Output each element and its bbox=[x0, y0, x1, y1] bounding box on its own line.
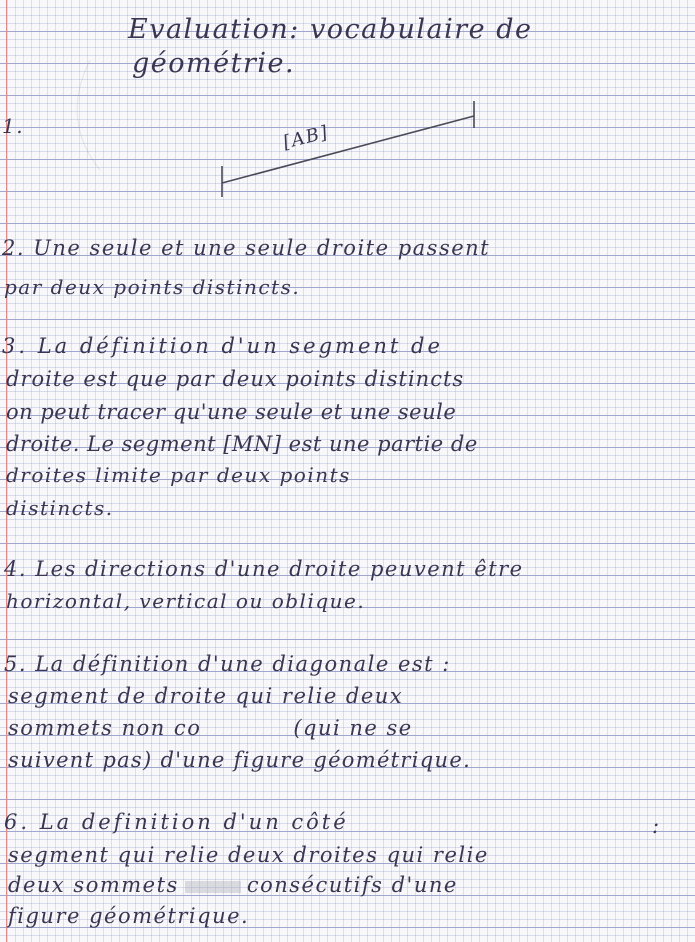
question-3-line-4: droite. Le segment [MN] est une partie de bbox=[6, 432, 478, 456]
question-3-line-5: droites limite par deux points bbox=[6, 463, 351, 487]
eraser-smudge bbox=[185, 881, 241, 893]
question-3-line-6: distincts. bbox=[6, 496, 114, 520]
question-1-number: 1. bbox=[2, 114, 25, 138]
question-2-line-2: par deux points distincts. bbox=[4, 275, 301, 299]
question-5-line-4: suivent pas) d'une figure géométrique. bbox=[8, 748, 472, 772]
question-6-line-3b: consécutifs d'une bbox=[246, 873, 458, 897]
question-5-line-3 bbox=[8, 716, 413, 740]
question-3-line-1: 3. La définition d'un segment de bbox=[2, 334, 443, 358]
question-6-line-3 bbox=[8, 873, 458, 897]
question-3-line-2: droite est que par deux points distincts bbox=[6, 367, 465, 391]
question-5-line-3b: (qui ne se bbox=[293, 716, 413, 740]
segment-ab-line bbox=[222, 116, 474, 183]
segment-ab-label: [AB] bbox=[281, 121, 331, 154]
question-5-line-2: segment de droite qui relie deux bbox=[8, 684, 404, 708]
question-4-line-2: horizontal, vertical ou oblique. bbox=[6, 589, 366, 613]
question-2-line-1: 2. Une seule et une seule droite passent bbox=[2, 236, 491, 260]
title-line-1: Evaluation: vocabulaire de bbox=[128, 14, 533, 45]
question-5-line-1: 5. La définition d'une diagonale est : bbox=[4, 652, 451, 676]
question-6-line-3a: deux sommets bbox=[8, 873, 179, 897]
pencil-shape-mark bbox=[77, 60, 100, 170]
question-6-line-1: 6. La definition d'un côté bbox=[4, 810, 349, 834]
question-4-line-1: 4. Les directions d'une droite peuvent être bbox=[4, 557, 524, 581]
title-line-2: géométrie. bbox=[132, 48, 296, 79]
question-5-line-3a: sommets non co bbox=[8, 716, 202, 740]
question-3-line-3: on peut tracer qu'une seule et une seule bbox=[6, 400, 457, 424]
question-6-colon: : bbox=[652, 814, 661, 838]
question-6-line-4: figure géométrique. bbox=[8, 904, 250, 928]
question-6-line-2: segment qui relie deux droites qui relie bbox=[8, 843, 489, 867]
